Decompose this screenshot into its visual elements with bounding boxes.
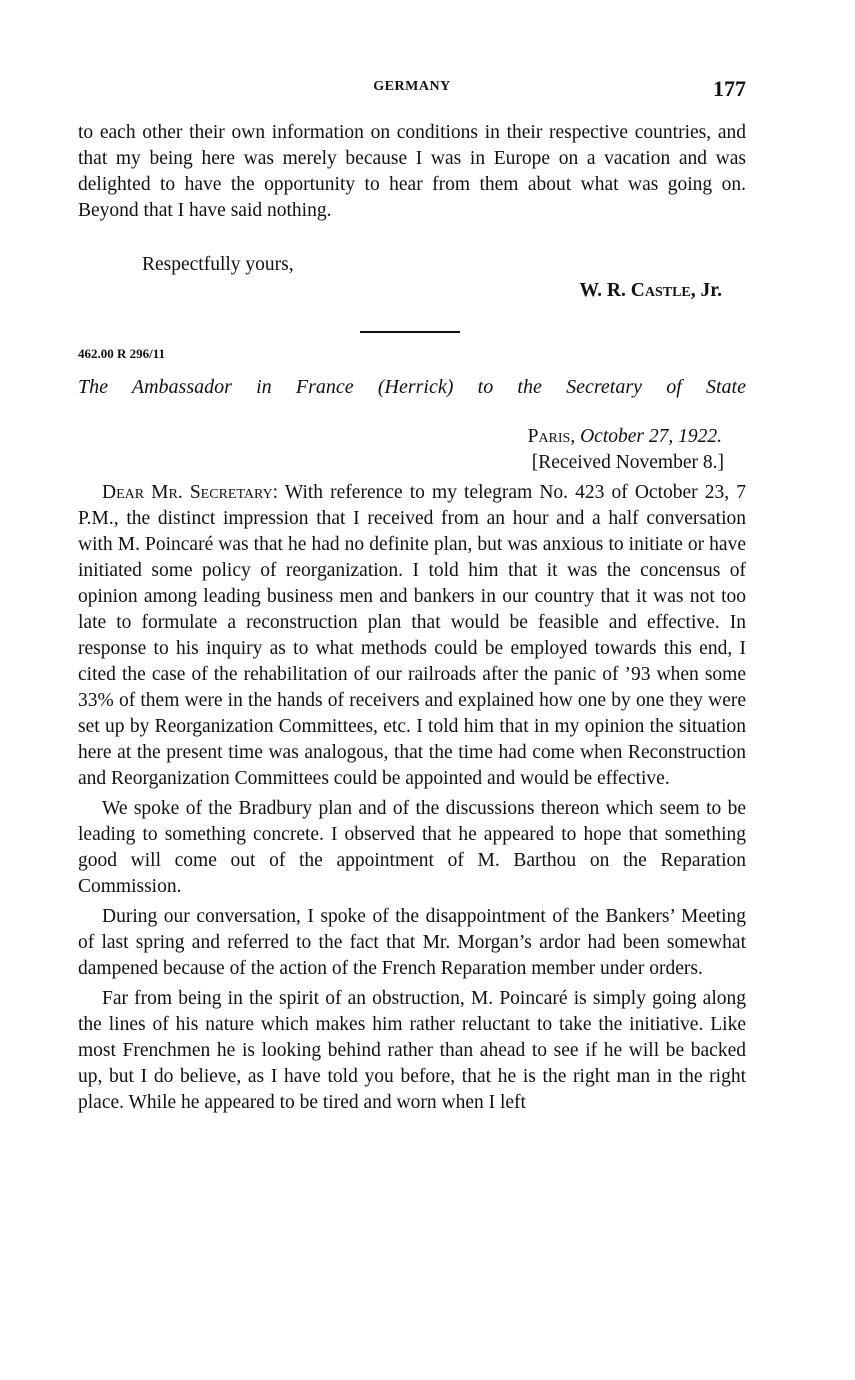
letter-paragraph: Far from being in the spirit of an obstruction, M. Poincaré is simply going along the lines of his nature which makes him rather reluctant to take the initiative. Like most Frenchmen he is looking behind rather than ahead to see if he will be backed up, but I do believe, as I have told you before, that he is the right man in the right place. While he appeared to be tired and worn when I left [78, 988, 746, 1113]
file-number: 462.00 R 296/11 [78, 346, 166, 361]
signature [579, 278, 722, 304]
title-name: Herrick [384, 376, 447, 398]
dateline: Paris, October 27, 1922. [527, 426, 722, 447]
page-header [78, 76, 746, 104]
signature-suffix: , Jr. [690, 280, 722, 301]
dateline-place: Paris [527, 426, 571, 447]
title-part-1: The Ambassador in France ( [78, 376, 385, 398]
previous-letter-text: to each other their own information on conditions in their respective countries, and that my being here was merely because I was in Europe on a vacation and was delighted to have the opportunity to hear from them about what was going on. Beyond that I have said nothing. [78, 122, 746, 221]
signature-name: Castle [630, 280, 691, 301]
running-head: GERMANY [373, 79, 451, 94]
page-number: 177 [713, 76, 746, 101]
letter-closing: Respectfully yours, [142, 254, 294, 275]
paragraph-text: With reference to my telegram No. 423 of October 23, 7 P.M., the distinct impression that I received from an hour and a half conversation with M. Poincaré was that he had no definite plan, but was anxious to initiate or have initiated some policy of reorganization. I told him that it was the concensus of opinion among leading business men and bankers in our country that it was not too late to formulate a reconstruction plan that would be feasible and effective. In response to his inquiry as to what methods could be employed towards this end, I cited the case of the rehabilitation of our railroads after the panic of ’93 when some 33% of them were in the hands of receivers and explained how one by one they were set up by Reorganization Committees, etc. I told him that in my opinion the situation here at the present time was analogous, that the time had come when Reconstruction and Reorganization Committees could be appointed and would be effective. [78, 482, 746, 789]
dateline-date: October 27, 1922. [580, 426, 722, 447]
document-title [78, 376, 746, 399]
salutation: Dear Mr. Secretary: [102, 482, 279, 503]
signature-initials: W. R. [579, 280, 626, 301]
received-note: [Received November 8.] [531, 452, 724, 473]
letter-paragraph: During our conversation, I spoke of the disappointment of the Bankers’ Meeting of last spring and referred to the fact that Mr. Morgan’s ardor had been somewhat dampened because of the action of the French Reparation member under orders. [78, 906, 746, 979]
letter-paragraph [78, 480, 746, 792]
section-divider [360, 331, 460, 333]
letter-body [78, 480, 746, 1120]
letter-paragraph: We spoke of the Bradbury plan and of the discussions thereon which seem to be leading to something concrete. I observed that he appeared to hope that something good will come out of the appointment of M. Barthou on the Reparation Commission. [78, 798, 746, 897]
title-part-2: ) to the Secretary of State [446, 376, 746, 398]
